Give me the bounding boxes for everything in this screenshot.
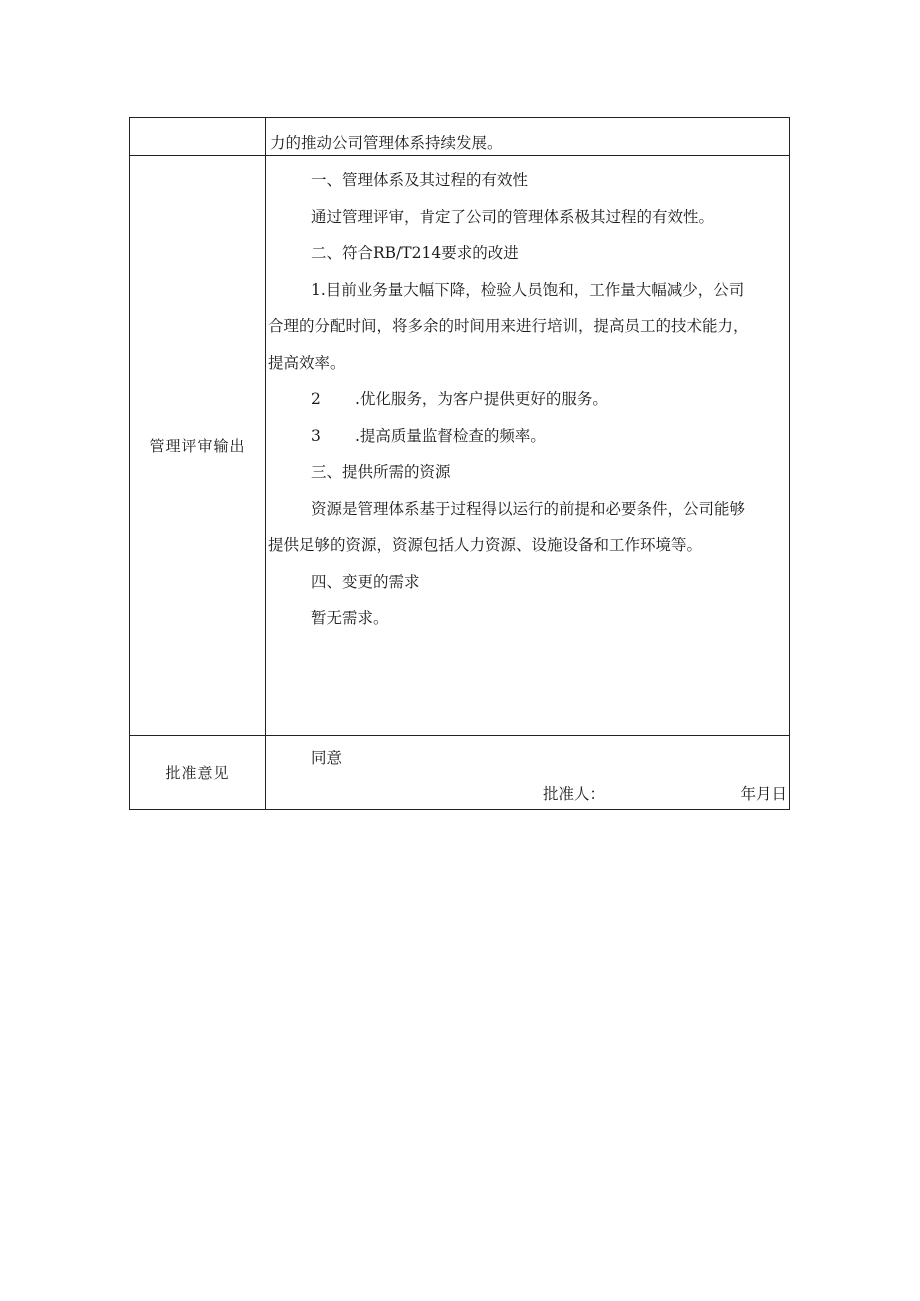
review-output-content xyxy=(266,156,789,735)
date-label: 年月日 xyxy=(740,785,787,803)
improvement-item-1-line-3: 提高效率。 xyxy=(268,353,346,372)
section-heading-improvement: 二、符合RB/T214要求的改进 xyxy=(311,244,519,262)
item-2-text: .优化服务，为客户提供更好的服务。 xyxy=(355,390,608,408)
approval-signature-line xyxy=(266,779,789,809)
review-output-row xyxy=(130,155,789,735)
improvement-item-2 xyxy=(266,381,789,418)
continuation-text: 力的推动公司管理体系持续发展。 xyxy=(270,134,503,152)
section-heading-effectiveness: 一、管理体系及其过程的有效性 xyxy=(311,171,529,189)
item-3-text: .提高质量监督检查的频率。 xyxy=(355,426,546,445)
continuation-row xyxy=(130,118,789,155)
improvement-item-3 xyxy=(266,418,789,455)
item-2-number: 2 xyxy=(311,390,321,408)
section-heading-change-needs: 四、变更的需求 xyxy=(311,572,420,591)
approver-label: 批准人： xyxy=(543,785,606,803)
change-needs-paragraph: 暂无需求。 xyxy=(311,609,389,627)
improvement-item-1-line-1: 1.目前业务量大幅下降，检验人员饱和，工作量大幅减少，公司 xyxy=(311,280,745,299)
improvement-item-1-line-2: 合理的分配时间，将多余的时间用来进行培训，提高员工的技术能力， xyxy=(268,317,749,335)
section-heading-resources: 三、提供所需的资源 xyxy=(311,463,451,481)
approval-content xyxy=(266,736,789,809)
approval-label: 批准意见 xyxy=(130,736,266,809)
effectiveness-paragraph: 通过管理评审，肯定了公司的管理体系极其过程的有效性。 xyxy=(311,207,715,226)
continuation-label xyxy=(130,118,266,155)
resources-paragraph-line-2: 提供足够的资源，资源包括人力资源、设施设备和工作环境等。 xyxy=(268,536,703,554)
approval-row xyxy=(130,735,789,809)
continuation-content xyxy=(266,118,789,155)
review-table xyxy=(129,117,790,810)
review-output-label: 管理评审输出 xyxy=(130,156,266,735)
item-3-number: 3 xyxy=(311,426,321,445)
approval-opinion: 同意 xyxy=(311,749,343,767)
resources-paragraph-line-1: 资源是管理体系基于过程得以运行的前提和必要条件，公司能够 xyxy=(311,499,746,518)
